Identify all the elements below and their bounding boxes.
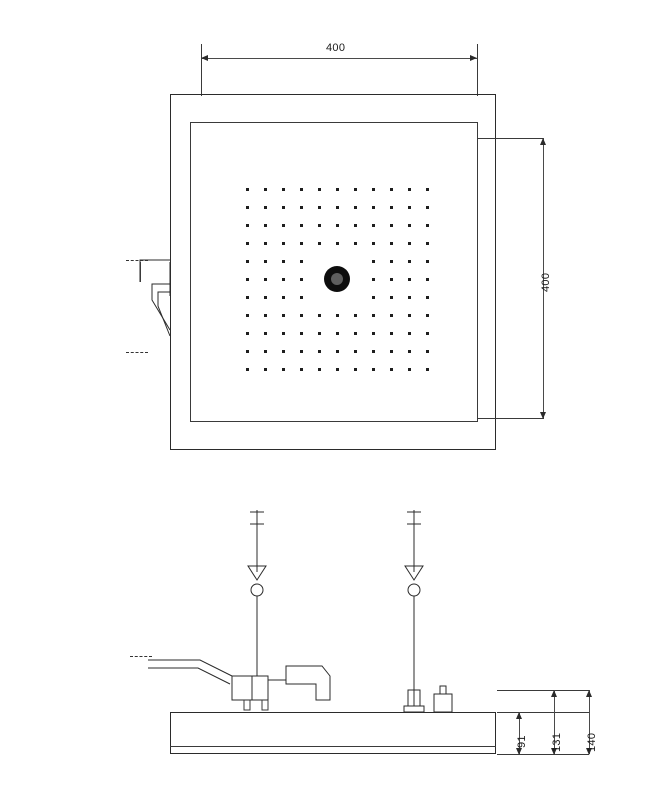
dimension-label-91: 91 <box>516 735 528 748</box>
side-view-body <box>170 712 496 754</box>
dimension-arrow-131-up <box>551 690 557 697</box>
dimension-arrow-91-down <box>516 748 522 755</box>
extension-line-side-upper <box>497 690 589 691</box>
extension-line-side-top <box>497 712 589 713</box>
dimension-label-140: 140 <box>586 732 598 752</box>
side-centerline-dash <box>130 656 152 657</box>
side-view-body-edge <box>170 746 496 747</box>
dimension-label-height: 400 <box>540 272 552 292</box>
dimension-label-width: 400 <box>326 42 346 54</box>
dimension-arrow-140-up <box>586 690 592 697</box>
dimension-arrow-91-up <box>516 712 522 719</box>
extension-line-side-bottom <box>497 754 589 755</box>
dimension-label-131: 131 <box>551 732 563 752</box>
